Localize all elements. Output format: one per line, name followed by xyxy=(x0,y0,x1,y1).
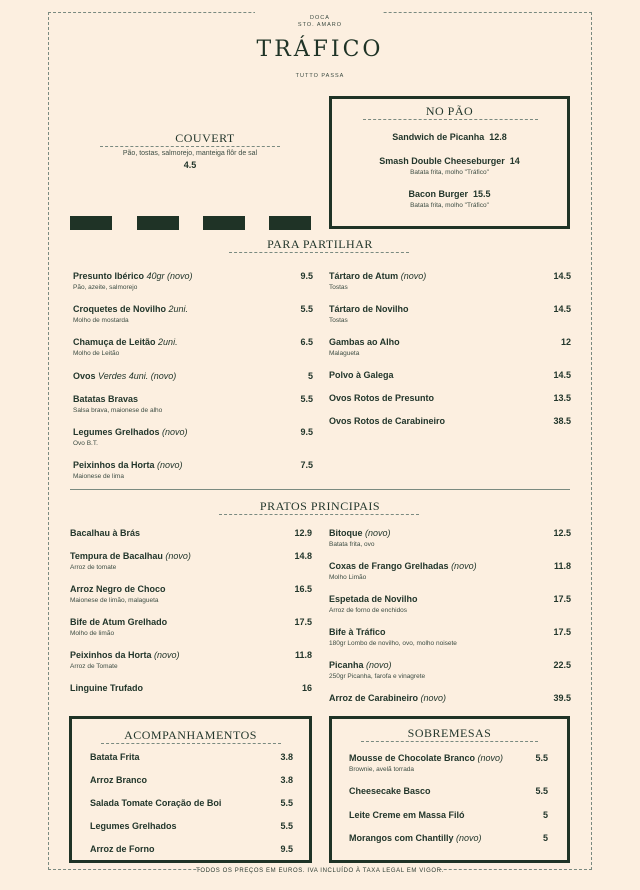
item-price: 14.5 xyxy=(553,271,571,281)
location-doca: DOCA xyxy=(310,15,330,21)
menu-item: Bife de Atum Grelhado Molho de limão 17.5 xyxy=(70,617,312,637)
menu-item: Tempura de Bacalhau (novo) Arroz de tomate 14.8 xyxy=(70,551,312,571)
decorative-bar xyxy=(137,216,179,230)
menu-item: Croquetes de Novilho 2uni. Molho de mostarda 5.5 xyxy=(73,304,313,324)
side-item: Batata Frita 3.8 xyxy=(90,752,293,762)
footer-note: TODOS OS PREÇOS EM EUROS. IVA INCLUÍDO À TAXA LEGAL EM VIGOR. xyxy=(196,868,444,874)
divider xyxy=(219,514,419,515)
item-price: 9.5 xyxy=(300,271,313,281)
item-price: 9.5 xyxy=(280,844,293,854)
item-desc: Batata frita, molho "Tráfico" xyxy=(410,169,489,176)
principais-title: PRATOS PRINCIPAIS xyxy=(259,499,381,513)
item-price: 5.5 xyxy=(535,753,548,763)
side-item: Arroz Branco 3.8 xyxy=(90,775,293,785)
item-price: 12.5 xyxy=(553,528,571,538)
item-price: 12 xyxy=(560,337,571,347)
item-price: 5.5 xyxy=(300,394,313,404)
item-price: 16 xyxy=(301,683,312,693)
decorative-bar xyxy=(203,216,245,230)
menu-item: Bacalhau à Brás 12.9 xyxy=(70,528,312,538)
tagline: TUTTO PASSA xyxy=(295,73,345,79)
item-price: 5.5 xyxy=(300,304,313,314)
item-price: 13.5 xyxy=(553,393,571,403)
divider xyxy=(363,119,538,120)
item-price: 5 xyxy=(542,810,548,820)
item-desc: Batata frita, molho "Tráfico" xyxy=(410,202,489,209)
side-item: Salada Tomate Coração de Boi 5.5 xyxy=(90,798,293,808)
menu-item: Bitoque (novo) Batata frita, ovo 12.5 xyxy=(329,528,571,548)
item-price: 5.5 xyxy=(280,821,293,831)
dessert-item: Leite Creme em Massa Filó 5 xyxy=(349,810,548,820)
item-price: 6.5 xyxy=(300,337,313,347)
dessert-item: Mousse de Chocolate Branco (novo) Brownie, avelã torrada 5.5 xyxy=(349,753,548,773)
divider xyxy=(361,741,538,742)
sobremesas-title: SOBREMESAS xyxy=(407,726,492,740)
item-price: 5.5 xyxy=(535,786,548,796)
item-price: 14.5 xyxy=(553,370,571,380)
menu-item: Polvo à Galega 14.5 xyxy=(329,370,571,380)
divider xyxy=(101,743,281,744)
menu-item: Gambas ao Alho Malagueta 12 xyxy=(329,337,571,357)
menu-item: Bife à Tráfico 180gr Lombo de novilho, ovo, molho noisete 17.5 xyxy=(329,627,571,647)
side-item: Arroz de Forno 9.5 xyxy=(90,844,293,854)
item-price: 17.5 xyxy=(294,617,312,627)
menu-item: Ovos Rotos de Presunto 13.5 xyxy=(329,393,571,403)
menu-item: Presunto Ibérico 40gr (novo) Pão, azeite, salmorejo 9.5 xyxy=(73,271,313,291)
item-price: 39.5 xyxy=(553,693,571,703)
no-pao-item: Smash Double Cheeseburger 14 xyxy=(379,156,520,166)
decorative-bar xyxy=(70,216,112,230)
item-price: 11.8 xyxy=(294,650,312,660)
menu-item: Linguine Trufado 16 xyxy=(70,683,312,693)
menu-item: Arroz Negro de Choco Maionese de limão, malagueta 16.5 xyxy=(70,584,312,604)
divider xyxy=(229,252,409,253)
couvert-title: COUVERT xyxy=(175,131,235,145)
dessert-item: Cheesecake Basco 5.5 xyxy=(349,786,548,796)
restaurant-title: TRÁFICO xyxy=(256,37,384,62)
menu-item: Espetada de Novilho Arroz de forno de enchidos 17.5 xyxy=(329,594,571,614)
item-price: 9.5 xyxy=(300,427,313,437)
item-price: 12.9 xyxy=(294,528,312,538)
decorative-bar xyxy=(269,216,311,230)
menu-item: Peixinhos da Horta (novo) Arroz de Tomate 11.8 xyxy=(70,650,312,670)
divider xyxy=(100,146,280,147)
side-item: Legumes Grelhados 5.5 xyxy=(90,821,293,831)
no-pao-title: NO PÃO xyxy=(425,104,474,118)
item-price: 11.8 xyxy=(553,561,571,571)
menu-item: Picanha (novo) 250gr Picanha, farofa e vinagrete 22.5 xyxy=(329,660,571,680)
item-price: 5.5 xyxy=(280,798,293,808)
couvert-desc: Pão, tostas, salmorejo, manteiga flôr de sal xyxy=(122,150,258,157)
acompanhamentos-title: ACOMPANHAMENTOS xyxy=(124,728,257,742)
item-price: 16.5 xyxy=(294,584,312,594)
menu-item: Chamuça de Leitão 2uni. Molho de Leitão 6.5 xyxy=(73,337,313,357)
menu-item: Tártaro de Novilho Tostas 14.5 xyxy=(329,304,571,324)
item-price: 17.5 xyxy=(553,594,571,604)
menu-item: Coxas de Frango Grelhadas (novo) Molho Limão 11.8 xyxy=(329,561,571,581)
item-price: 17.5 xyxy=(553,627,571,637)
item-price: 14.8 xyxy=(294,551,312,561)
item-price: 5 xyxy=(542,833,548,843)
dessert-item: Morangos com Chantilly (novo) 5 xyxy=(349,833,548,843)
partilhar-title: PARA PARTILHAR xyxy=(267,237,373,251)
menu-item: Legumes Grelhados (novo) Ovo B.T. 9.5 xyxy=(73,427,313,447)
menu-item: Batatas Bravas Salsa brava, maionese de alho 5.5 xyxy=(73,394,313,414)
item-price: 7.5 xyxy=(300,460,313,470)
item-price: 14.5 xyxy=(553,304,571,314)
no-pao-item: Bacon Burger 15.5 xyxy=(408,189,491,199)
menu-item: Ovos Verdes 4uni. (novo) 5 xyxy=(73,371,313,381)
no-pao-item: Sandwich de Picanha 12.8 xyxy=(392,132,507,142)
menu-item: Arroz de Carabineiro (novo) 39.5 xyxy=(329,693,571,703)
item-price: 3.8 xyxy=(280,775,293,785)
location-sto-amaro: STO. AMARO xyxy=(297,22,343,28)
item-price: 22.5 xyxy=(553,660,571,670)
menu-item: Peixinhos da Horta (novo) Maionese de lima 7.5 xyxy=(73,460,313,480)
menu-item: Ovos Rotos de Carabineiro 38.5 xyxy=(329,416,571,426)
couvert-price: 4.5 xyxy=(183,160,197,170)
divider xyxy=(70,489,570,490)
item-price: 3.8 xyxy=(280,752,293,762)
item-price: 5 xyxy=(307,371,313,381)
menu-item: Tártaro de Atum (novo) Tostas 14.5 xyxy=(329,271,571,291)
item-price: 38.5 xyxy=(553,416,571,426)
